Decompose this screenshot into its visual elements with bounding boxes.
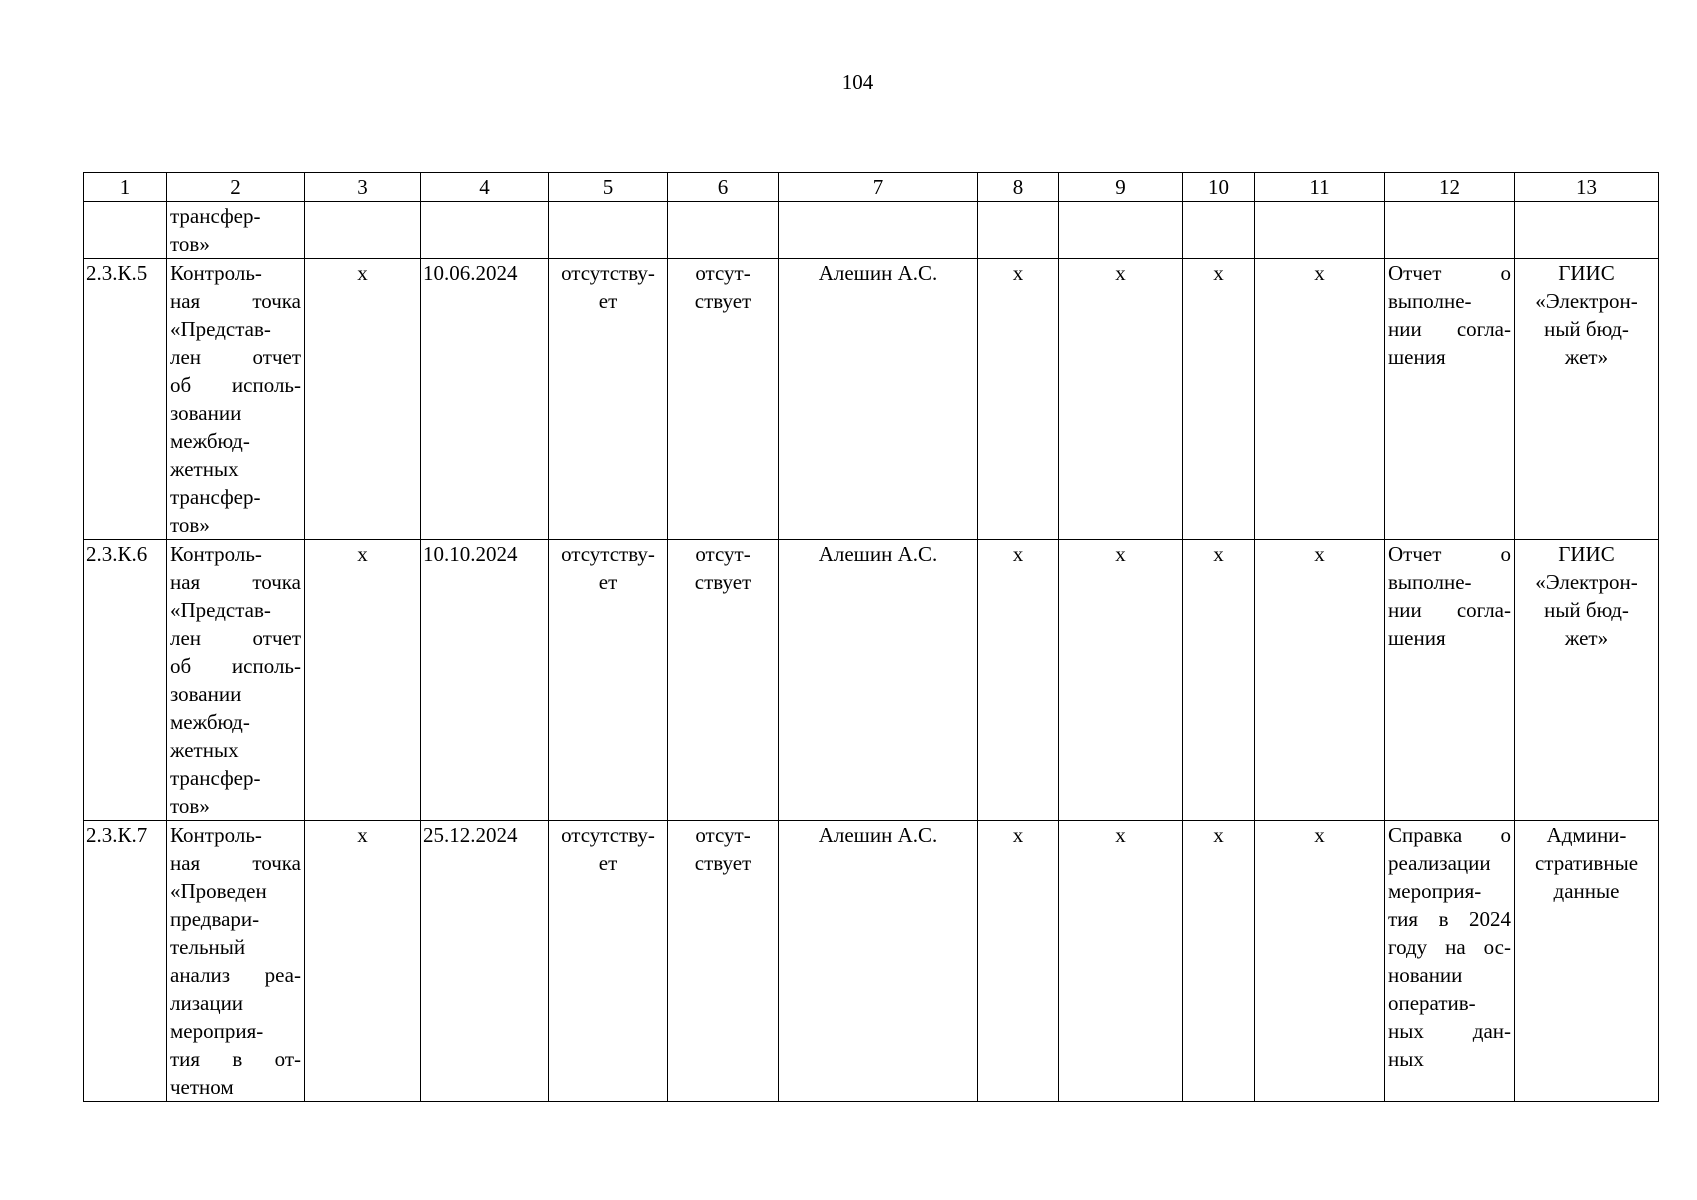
text-line: мероприя-: [1388, 879, 1482, 903]
text-line: мероприя-: [170, 1019, 264, 1043]
cell-document: [1385, 540, 1515, 821]
text-line: отсутству-: [561, 542, 655, 566]
text-line: ет: [598, 289, 618, 313]
cell-empty: [1515, 202, 1659, 259]
text-line: тия в 2024: [1388, 907, 1511, 931]
cell-col3: x: [305, 540, 421, 821]
text-line: «Представ-: [170, 317, 271, 341]
text-line: анализ реа-: [170, 963, 301, 987]
cell-col6: [668, 259, 779, 540]
text-line: стративные: [1534, 851, 1639, 875]
text-line: «Представ-: [170, 598, 271, 622]
column-header-11: 11: [1255, 173, 1385, 202]
text-line: отсутству-: [561, 261, 655, 285]
text-line: выполне-: [1388, 289, 1472, 313]
text-line: нии согла-: [1388, 317, 1511, 341]
cell-system: [1515, 259, 1659, 540]
text-line: Справка о: [1388, 823, 1511, 847]
cell-id: 2.3.К.6: [84, 540, 167, 821]
text-line: ная точка: [170, 289, 301, 313]
text-line: жет»: [1564, 345, 1609, 369]
text-line: предвари-: [170, 907, 260, 931]
text-line: реализации: [1388, 851, 1491, 875]
text-line: ГИИС: [1558, 261, 1615, 285]
text-line: ет: [598, 570, 618, 594]
text-line: тия в от-: [170, 1047, 301, 1071]
column-header-1: 1: [84, 173, 167, 202]
text-line: новании: [1388, 963, 1463, 987]
text-line: ет: [598, 851, 618, 875]
text-line: ствует: [694, 289, 752, 313]
text-line: лизации: [170, 991, 244, 1015]
cell-name: [167, 202, 305, 259]
text-line: тов»: [170, 794, 210, 818]
page-number: 104: [841, 70, 874, 94]
text-line: зовании: [170, 682, 242, 706]
column-header-13: 13: [1515, 173, 1659, 202]
text-line: об исполь-: [170, 654, 301, 678]
text-line: четном: [170, 1075, 234, 1099]
cell-id: 2.3.К.7: [84, 821, 167, 1102]
cell-col11: x: [1255, 259, 1385, 540]
text-line: жетных: [170, 457, 239, 481]
cell-date: 10.06.2024: [421, 259, 549, 540]
cell-date: 25.12.2024: [421, 821, 549, 1102]
text-line: ствует: [694, 570, 752, 594]
cell-name: [167, 540, 305, 821]
text-line: «Электрон-: [1535, 289, 1638, 313]
text-line: межбюд-: [170, 429, 250, 453]
cell-col11: x: [1255, 821, 1385, 1102]
cell-system: [1515, 821, 1659, 1102]
text-line: трансфер-: [170, 485, 261, 509]
continuation-row: [84, 202, 1659, 259]
text-line: ствует: [694, 851, 752, 875]
text-line: шения: [1388, 345, 1446, 369]
text-line: лен отчет: [170, 626, 301, 650]
text-line: межбюд-: [170, 710, 250, 734]
text-line: «Электрон-: [1535, 570, 1638, 594]
cell-col9: x: [1059, 821, 1183, 1102]
text-line: ГИИС: [1558, 542, 1615, 566]
cell-col3: x: [305, 821, 421, 1102]
column-header-8: 8: [978, 173, 1059, 202]
text-line: жет»: [1564, 626, 1609, 650]
text-line: отсут-: [695, 823, 751, 847]
cell-responsible: Алешин А.С.: [779, 540, 978, 821]
cell-col9: x: [1059, 259, 1183, 540]
text-line: тов»: [170, 232, 210, 256]
cell-empty: [1255, 202, 1385, 259]
column-header-7: 7: [779, 173, 978, 202]
cell-empty: [779, 202, 978, 259]
text-line: ный бюд-: [1544, 317, 1629, 341]
text-line: тов»: [170, 513, 210, 537]
text-line: зовании: [170, 401, 242, 425]
text-line: Отчет о: [1388, 261, 1511, 285]
cell-system: [1515, 540, 1659, 821]
text-line: Контроль-: [170, 823, 262, 847]
column-number-row: [84, 173, 1659, 202]
text-line: Контроль-: [170, 542, 262, 566]
text-line: Админи-: [1546, 823, 1627, 847]
cell-empty: [1059, 202, 1183, 259]
text-line: Отчет о: [1388, 542, 1511, 566]
cell-col8: x: [978, 821, 1059, 1102]
text-line: отсутству-: [561, 823, 655, 847]
cell-empty: [549, 202, 668, 259]
cell-document: [1385, 259, 1515, 540]
cell-document: [1385, 821, 1515, 1102]
cell-col11: x: [1255, 540, 1385, 821]
cell-name: [167, 821, 305, 1102]
text-line: Контроль-: [170, 261, 262, 285]
text-line: ная точка: [170, 570, 301, 594]
text-line: нии согла-: [1388, 598, 1511, 622]
text-line: данные: [1553, 879, 1620, 903]
cell-col5: [549, 821, 668, 1102]
column-header-10: 10: [1183, 173, 1255, 202]
cell-empty: [421, 202, 549, 259]
text-line: отсут-: [695, 261, 751, 285]
cell-col8: x: [978, 540, 1059, 821]
column-header-4: 4: [421, 173, 549, 202]
cell-col10: x: [1183, 821, 1255, 1102]
cell-col9: x: [1059, 540, 1183, 821]
cell-col3: x: [305, 259, 421, 540]
text-line: оператив-: [1388, 991, 1476, 1015]
document-table: [83, 172, 1659, 1102]
text-line: отсут-: [695, 542, 751, 566]
text-line: тельный: [170, 935, 246, 959]
text-line: выполне-: [1388, 570, 1472, 594]
cell-name: [167, 259, 305, 540]
cell-empty: [978, 202, 1059, 259]
table-row: [84, 540, 1659, 821]
text-line: трансфер-: [170, 766, 261, 790]
cell-col8: x: [978, 259, 1059, 540]
cell-col6: [668, 540, 779, 821]
text-line: шения: [1388, 626, 1446, 650]
cell-responsible: Алешин А.С.: [779, 821, 978, 1102]
text-line: ная точка: [170, 851, 301, 875]
text-line: трансфер-: [170, 204, 261, 228]
cell-col10: x: [1183, 259, 1255, 540]
text-line: жетных: [170, 738, 239, 762]
column-header-6: 6: [668, 173, 779, 202]
table-row: [84, 259, 1659, 540]
column-header-3: 3: [305, 173, 421, 202]
table-row: [84, 821, 1659, 1102]
cell-col6: [668, 821, 779, 1102]
text-line: ный бюд-: [1544, 598, 1629, 622]
column-header-5: 5: [549, 173, 668, 202]
cell-empty: [305, 202, 421, 259]
text-line: ных дан-: [1388, 1019, 1511, 1043]
cell-col5: [549, 540, 668, 821]
cell-id: [84, 202, 167, 259]
cell-empty: [1385, 202, 1515, 259]
cell-responsible: Алешин А.С.: [779, 259, 978, 540]
cell-id: 2.3.К.5: [84, 259, 167, 540]
cell-col10: x: [1183, 540, 1255, 821]
cell-col5: [549, 259, 668, 540]
column-header-2: 2: [167, 173, 305, 202]
column-header-12: 12: [1385, 173, 1515, 202]
cell-empty: [668, 202, 779, 259]
cell-date: 10.10.2024: [421, 540, 549, 821]
text-line: лен отчет: [170, 345, 301, 369]
column-header-9: 9: [1059, 173, 1183, 202]
text-line: об исполь-: [170, 373, 301, 397]
text-line: году на ос-: [1388, 935, 1511, 959]
text-line: «Проведен: [170, 879, 267, 903]
cell-empty: [1183, 202, 1255, 259]
text-line: ных: [1388, 1047, 1424, 1071]
